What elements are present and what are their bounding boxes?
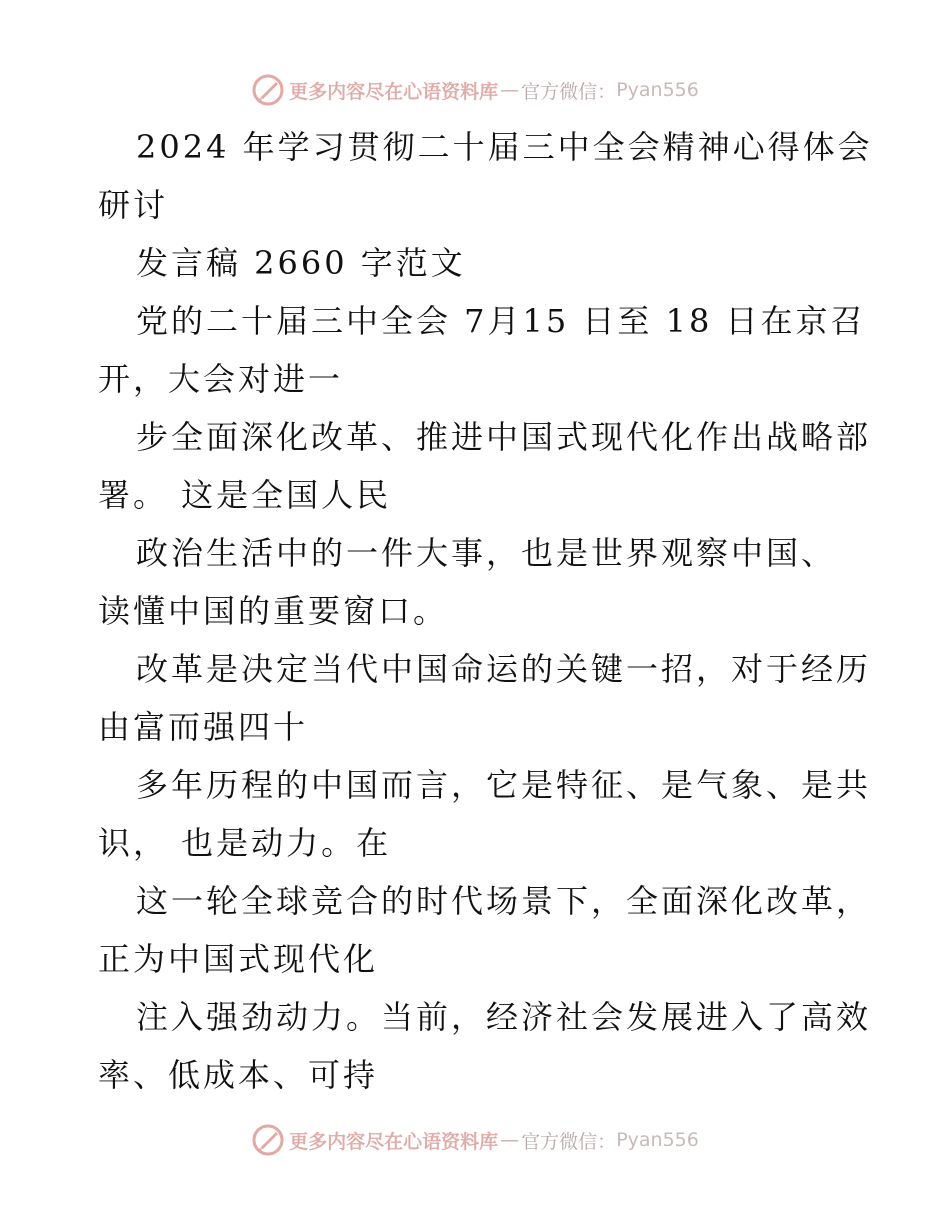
watermark-separator: —	[500, 1129, 520, 1151]
watermark-wechat-id: Pyan556	[616, 79, 699, 101]
watermark-wechat-id: Pyan556	[616, 1129, 699, 1151]
text-line: 这一轮全球竞合的时代场景下，全面深化改革，	[136, 882, 872, 920]
text-line: 率、低成本、可持	[98, 1056, 379, 1094]
watermark-separator: —	[500, 79, 520, 101]
quill-pen-icon	[251, 1123, 285, 1157]
header-watermark	[0, 70, 950, 110]
text-line: 改革是决定当代中国命运的关键一招，对于经历	[136, 650, 872, 688]
text-line: 发言稿 2660 字范文	[136, 244, 466, 282]
watermark-wechat-label: 官方微信：	[521, 1130, 617, 1153]
text-line: 读懂中国的重要窗口。	[98, 592, 449, 630]
text-line: 党的二十届三中全会 7月15 日至 18 日在京召	[136, 302, 866, 340]
text-line: 署。 这是全国人民	[98, 476, 392, 514]
text-line: 识， 也是动力。在	[98, 824, 392, 862]
text-line: 2024 年学习贯彻二十届三中全会精神心得体会	[136, 128, 873, 166]
text-line: 政治生活中的一件大事，也是世界观察中国、	[136, 534, 837, 572]
quill-pen-icon	[251, 73, 285, 107]
text-line: 步全面深化改革、推进中国式现代化作出战略部	[136, 418, 872, 456]
document-body	[98, 118, 873, 1104]
watermark-wechat-label: 官方微信：	[521, 80, 617, 103]
text-line: 正为中国式现代化	[98, 940, 379, 978]
text-line: 注入强劲动力。当前，经济社会发展进入了高效	[136, 998, 872, 1036]
watermark-main-text: 更多内容尽在心语资料库	[289, 1130, 499, 1153]
text-line: 研讨	[98, 186, 169, 224]
footer-watermark	[0, 1120, 950, 1160]
text-line: 开，大会对进一	[98, 360, 344, 398]
text-line: 由富而强四十	[98, 708, 309, 746]
text-line: 多年历程的中国而言，它是特征、是气象、是共	[136, 766, 872, 804]
watermark-main-text: 更多内容尽在心语资料库	[289, 80, 499, 103]
